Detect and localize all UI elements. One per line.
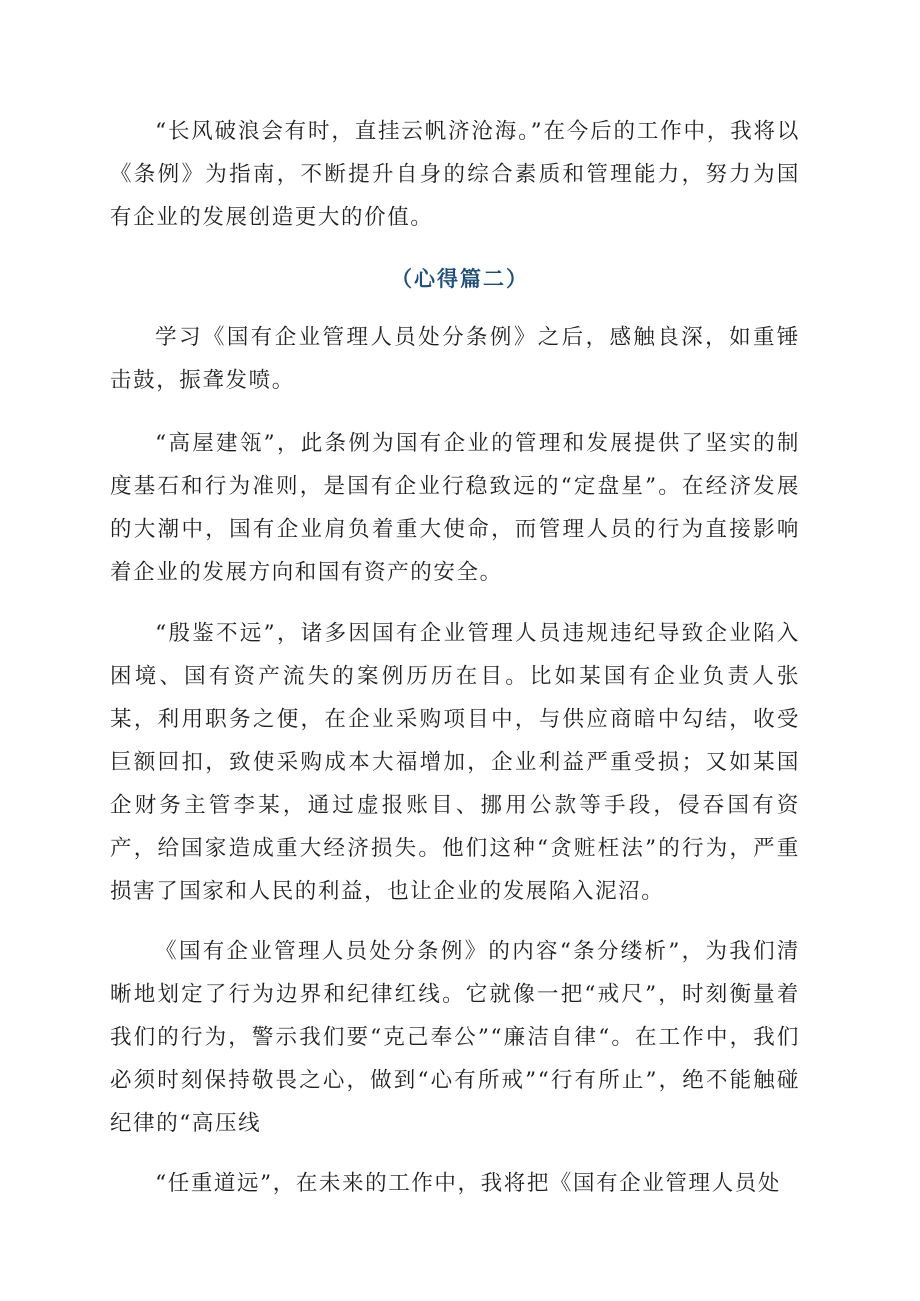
paragraph-cases: “殷鉴不远”，诸多因国有企业管理人员违规违纪导致企业陷入困境、国有资产流失的案例历历在目。比如某国有企业负责人张某，利用职务之便，在企业采购项目中，与供应商暗中勾结，收受巨额回扣，致使采购成本大福增加，企业利益严重受损；又如某国企财务主管李某，通过虚报账目、挪用公款等手段，侵吞国有资产，给国家造成重大经济损失。他们这种“贪赃枉法”的行为，严重损害了国家和人民的利益，也让企业的发展陷入泥沼。: [110, 621, 800, 904]
paragraph-conclusion: “长风破浪会有时，直挂云帆济沧海。”在今后的工作中，我将以《条例》为指南，不断提升自身的综合素质和管理能力，努力为国有企业的发展创造更大的价值。: [110, 119, 800, 230]
paragraph-intro: 学习《国有企业管理人员处分条例》之后，感触良深，如重锤击鼓，振聋发喷。: [110, 325, 800, 393]
paragraph-foundation: “高屋建瓴”，此条例为国有企业的管理和发展提供了坚实的制度基石和行为准则，是国有企业行稳致远的“定盘星”。在经济发展的大潮中，国有企业肩负着重大使命，而管理人员的行为直接影响着企业的发展方向和国有资产的安全。: [110, 431, 800, 585]
paragraph-boundaries: 《国有企业管理人员处分条例》的内容“条分缕析”，为我们清晰地划定了行为边界和纪律红线。它就像一把“戒尺”，时刻衡量着我们的行为，警示我们要“克己奉公”“廉洁自律“。在工作中，我们必须时刻保持敬畏之心，做到“心有所戒”“行有所止”，绝不能触碰纪律的“高压线: [110, 939, 800, 1136]
section-heading: （心得篇二）: [391, 267, 529, 291]
paragraph-future: “任重道远”，在未来的工作中，我将把《国有企业管理人员处: [155, 1171, 781, 1196]
